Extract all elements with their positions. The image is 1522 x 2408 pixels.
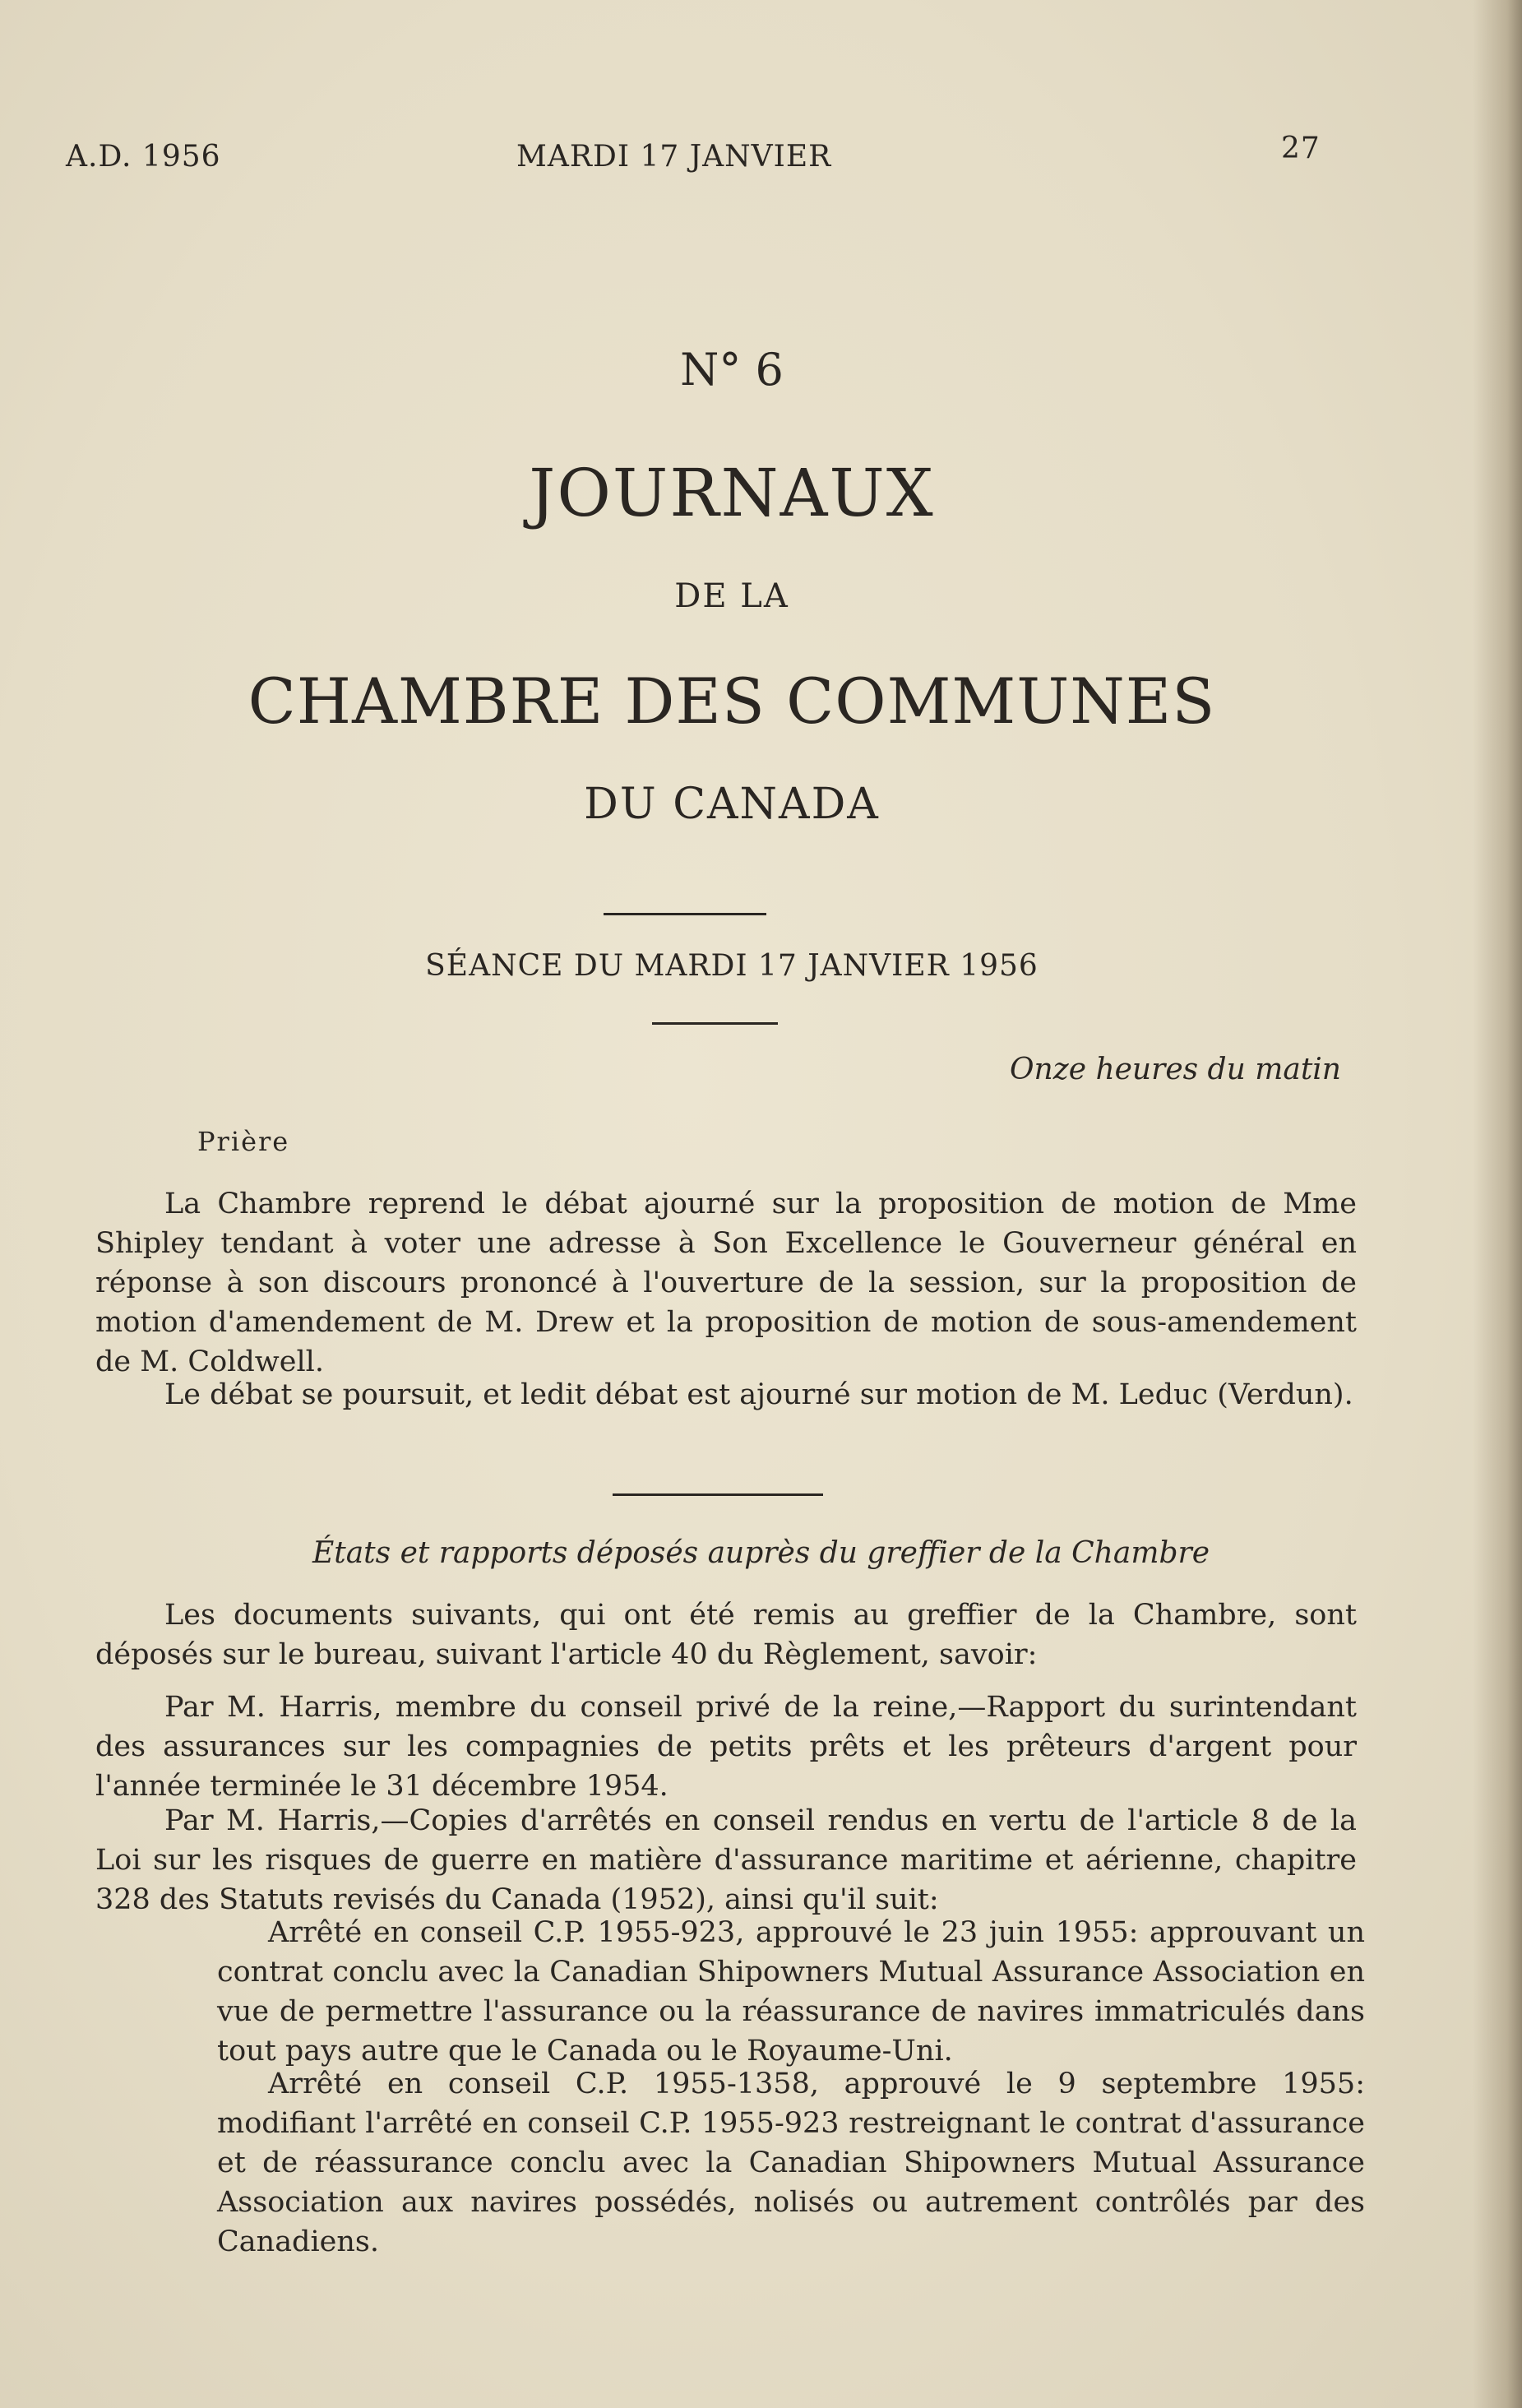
page-gutter-shadow (1473, 0, 1522, 2408)
running-head-year: A.D. 1956 (66, 140, 221, 174)
paragraph-report: Par M. Harris, membre du conseil privé de la reine,—Rapport du surintendant des assurances sur les compagnies de petits prêts et les prêteurs d'argent pour l'année terminée le 31 décembre 1954. (95, 1691, 1357, 1803)
masthead-subtitle: DE LA (674, 577, 789, 615)
running-head-date: MARDI 17 JANVIER (516, 140, 832, 174)
masthead-country: DU CANADA (584, 780, 880, 829)
order-in-council-item: Arrêté en conseil C.P. 1955-923, approuvé le 23 juin 1955: approuvant un contrat conclu avec la Canadian Shipowners Mutual Assurance Association en vue de permettre l'assurance ou la réassurance de navires immatriculés dans tout pays autre que le Canada ou le Royaume-Uni. (217, 1916, 1365, 2068)
masthead-title: JOURNAUX (529, 455, 935, 531)
divider-rule (613, 1493, 823, 1496)
paragraph-documents: Les documents suivants, qui ont été remis au greffier de la Chambre, sont déposés sur le bureau, suivant l'article 40 du Règlement, savoir: (95, 1599, 1357, 1671)
sitting-heading: SÉANCE DU MARDI 17 JANVIER 1956 (425, 949, 1039, 983)
issue-number: N° 6 (680, 344, 784, 396)
paragraph-debate: La Chambre reprend le débat ajourné sur la proposition de motion de Mme Shipley tendant à voter une adresse à Son Excellence le Gouverneur général en réponse à son discours prononcé à l'ouverture de la session, sur la proposition de motion d'amendement de M. Drew et la proposition de motion de sous-amendement de M. Coldwell. (95, 1188, 1357, 1378)
order-in-council-item: Arrêté en conseil C.P. 1955-1358, approuvé le 9 septembre 1955: modifiant l'arrêté en conseil C.P. 1955-923 restreignant le contrat d'assurance et de réassurance conclu avec la Canadian Shipowners Mutual Assurance Association aux navires possédés, nolisés ou autrement contrôlés par des Canadiens. (217, 2068, 1365, 2258)
prayer-heading: Prière (197, 1126, 290, 1157)
paragraph-adjourned: Le débat se poursuit, et ledit débat est ajourné sur motion de M. Leduc (Verdun). (164, 1378, 1353, 1411)
divider-rule (652, 1022, 778, 1025)
page-number: 27 (1281, 132, 1321, 165)
sitting-time: Onze heures du matin (1010, 1053, 1341, 1086)
masthead-chamber: CHAMBRE DES COMMUNES (247, 665, 1216, 738)
divider-rule (604, 913, 766, 915)
section-heading: États et rapports déposés auprès du greffier de la Chambre (312, 1536, 1210, 1570)
paragraph-orders: Par M. Harris,—Copies d'arrêtés en conseil rendus en vertu de l'article 8 de la Loi sur les risques de guerre en matière d'assurance maritime et aérienne, chapitre 328 des Statuts revisés du Canada (1952), ainsi qu'il suit: (95, 1804, 1357, 1916)
